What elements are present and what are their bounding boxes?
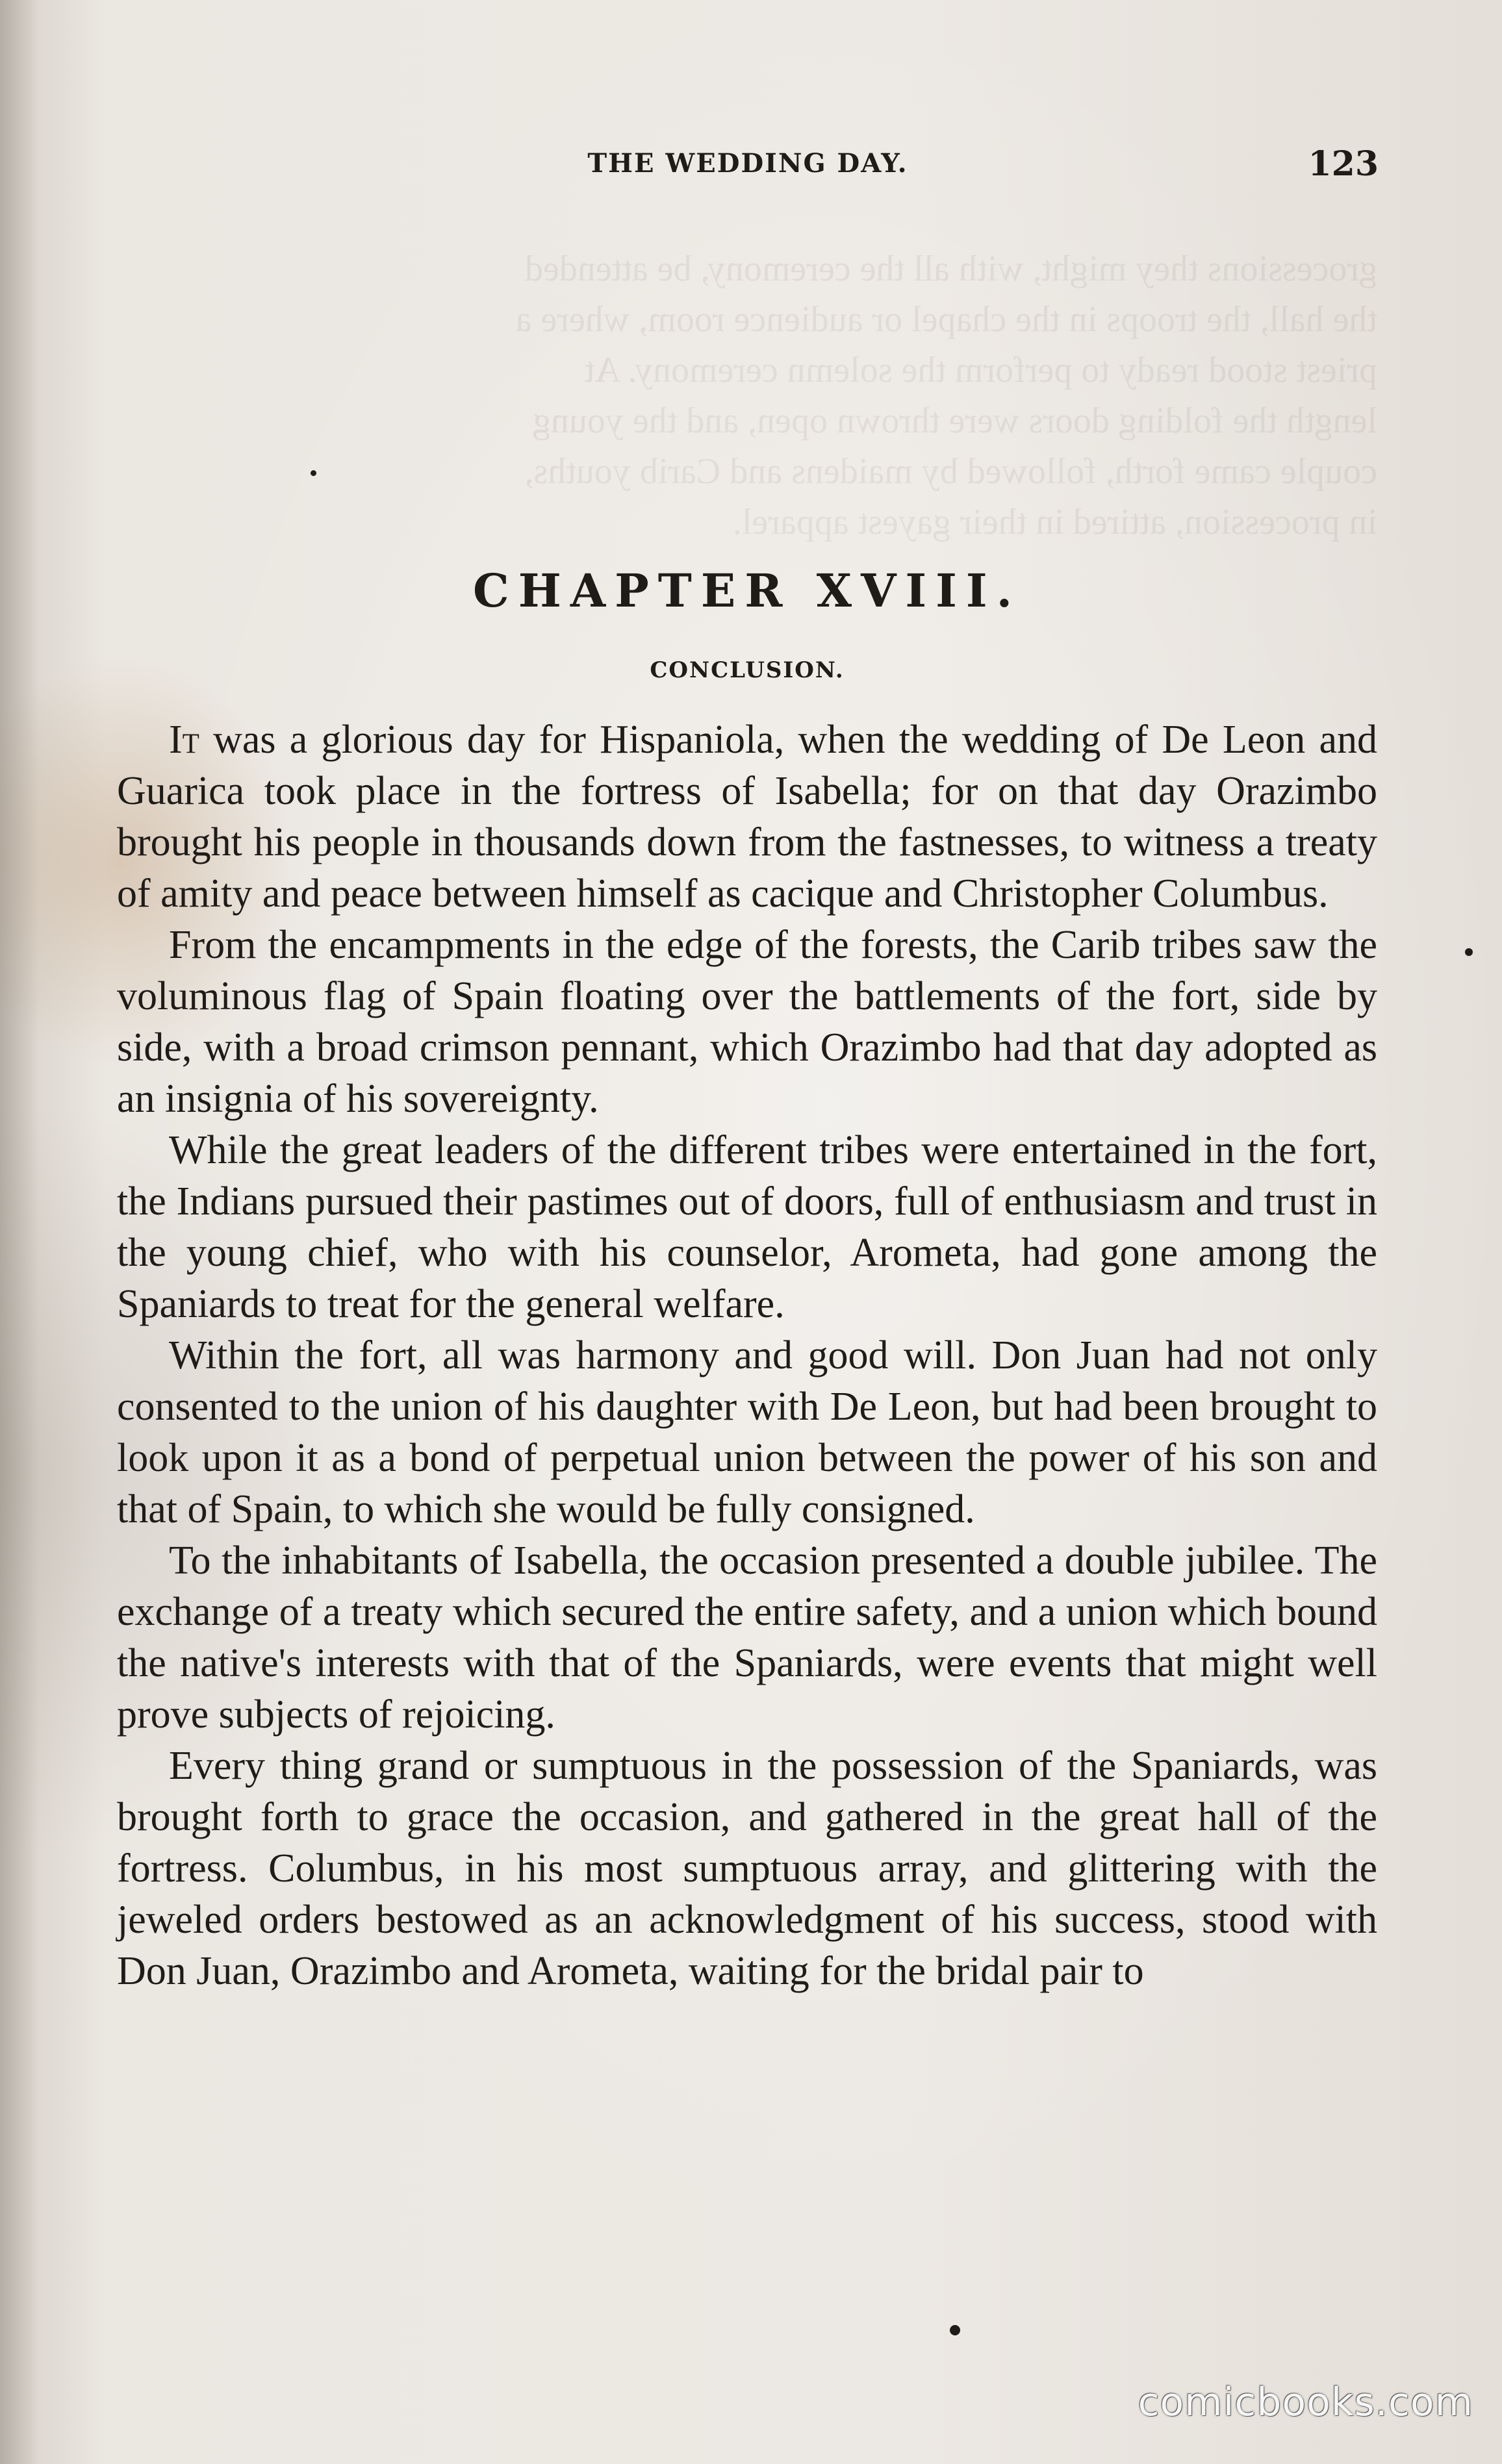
chapter-subheading: CONCLUSION. xyxy=(650,657,845,683)
running-head xyxy=(117,144,1379,194)
paragraph xyxy=(117,1125,1377,1330)
chapter-heading: CHAPTER XVIII. xyxy=(472,564,1021,618)
paragraph-text: was a glorious day for Hispaniola, when the wedding of De Leon and Guarica took place in the fortress of Isabella; for on that day Orazimbo brought his people in thousands down from the fastnesses, to witness a treaty of amity and peace between himself as cacique and Christopher Columbus. xyxy=(117,718,1377,916)
paragraph xyxy=(117,714,1377,920)
paragraph xyxy=(117,920,1377,1125)
ink-speck xyxy=(311,470,316,476)
show-through-text: grocessions they might, with all the ceremony, be attended the hall, the troops in the chapel or audience room, where a priest stood ready to perform the solemn ceremony. At length the folding doors were thrown open, and the young couple came forth, followed by maidens and Carib youths, in procession, attired in their gayest apparel. xyxy=(515,249,1377,542)
ink-speck xyxy=(1465,948,1473,956)
paragraph xyxy=(117,1330,1377,1535)
ink-speck xyxy=(950,2325,960,2335)
paragraph xyxy=(117,1741,1377,1997)
paragraph-text: To the inhabitants of Isabella, the occasion presented a double jubilee. The exchange of a treaty which secured the entire safety, and a union which bound the native's interests with that of the Spaniards, were events that might well prove subjects of rejoicing. xyxy=(117,1539,1377,1737)
page-number: 123 xyxy=(1308,144,1379,184)
running-head-title: THE WEDDING DAY. xyxy=(587,148,908,179)
paragraph-lead-word: It xyxy=(169,718,199,762)
paragraph-text: While the great leaders of the different tribes were entertained in the fort, the Indians pursued their pastimes out of doors, full of enthusiasm and trust in the young chief, who with his counselor, Arometa, had gone among the Spaniards to treat for the general welfare. xyxy=(117,1128,1377,1326)
paragraph xyxy=(117,1535,1377,1741)
paragraph-text: Every thing grand or sumptuous in the possession of the Spaniards, was brought forth to grace the occasion, and gathered in the great hall of the fortress. Columbus, in his most sumptuous array, and glittering with the jeweled orders bestowed as an acknowledgment of his success, stood with Don Juan, Orazimbo and Arometa, waiting for the bridal pair to xyxy=(117,1744,1377,1993)
paragraph-text: Within the fort, all was harmony and good will. Don Juan had not only consented to the union of his daughter with De Leon, but had been brought to look upon it as a bond of perpetual union between the power of his son and that of Spain, to which she would be fully consigned. xyxy=(117,1333,1377,1531)
body-text xyxy=(117,714,1377,1997)
page-gutter-shadow xyxy=(0,0,39,2464)
paragraph-text: From the encampments in the edge of the forests, the Carib tribes saw the voluminous flag of Spain floating over the battlements of the fort, side by side, with a broad crimson pennant, which Orazimbo had that day adopted as an insignia of his sovereignty. xyxy=(117,923,1377,1121)
watermark-text: comicbooks.com xyxy=(1138,2380,1473,2425)
